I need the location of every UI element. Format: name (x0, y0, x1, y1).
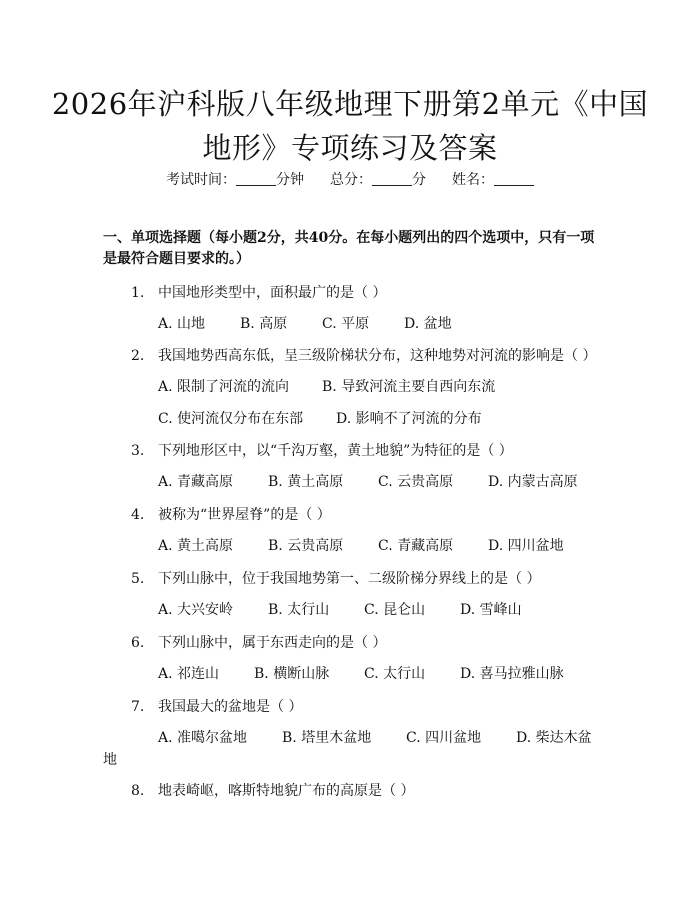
question-text: 中国地形类型中，面积最广的是（ ） (158, 285, 387, 301)
question-text: 被称为“世界屋脊”的是（ ） (158, 507, 331, 523)
option-a: A. 黄土高原 (158, 538, 234, 554)
option-c: C. 太行山 (364, 666, 426, 682)
option-c: C. 青藏高原 (378, 538, 454, 554)
question-text: 地表崎岖，喀斯特地貌广布的高原是（ ） (158, 783, 415, 799)
option-a: A. 大兴安岭 (158, 602, 234, 618)
option-c: C. 云贵高原 (378, 474, 454, 490)
option-b: B. 高原 (240, 316, 288, 332)
name-blank (494, 171, 534, 186)
option-c: C. 平原 (322, 316, 370, 332)
option-b: B. 塔里木盆地 (282, 730, 372, 746)
option-c: C. 使河流仅分布在东部 (158, 411, 304, 427)
question-7-options (158, 728, 592, 748)
question-6: 6. 下列山脉中，属于东西走向的是（ ） (131, 635, 387, 651)
option-a: A. 山地 (158, 316, 206, 332)
option-d: D. 喜马拉雅山脉 (460, 666, 564, 682)
question-4-options (158, 536, 564, 556)
question-5-options (158, 600, 522, 620)
option-d: D. 内蒙古高原 (488, 474, 578, 490)
option-d: D. 柴达木盆 (516, 730, 592, 746)
question-text: 下列地形区中，以“千沟万壑，黄土地貌”为特征的是（ ） (158, 443, 513, 459)
option-d: D. 盆地 (404, 316, 452, 332)
question-2-options-row1 (158, 377, 495, 397)
page-title: 2026年沪科版八年级地理下册第2单元《中国地形》专项练习及答案 (51, 87, 649, 165)
option-b: B. 黄土高原 (268, 474, 344, 490)
option-b: B. 导致河流主要自西向东流 (322, 379, 496, 395)
score-label: 总分： (330, 172, 372, 188)
score-unit: 分 (412, 172, 426, 188)
option-d: D. 四川盆地 (488, 538, 564, 554)
option-d: D. 影响不了河流的分布 (336, 411, 482, 427)
option-a: A. 限制了河流的流向 (158, 379, 290, 395)
option-c: C. 四川盆地 (406, 730, 482, 746)
question-text: 我国地势西高东低，呈三级阶梯状分布，这种地势对河流的影响是（ ） (158, 348, 597, 364)
question-8: 8. 地表崎岖，喀斯特地貌广布的高原是（ ） (131, 783, 415, 799)
time-unit: 分钟 (276, 172, 304, 188)
question-2-options-row2 (158, 409, 482, 429)
section-heading: 一、单项选择题（每小题2分，共40分。在每小题列出的四个选项中，只有一项是最符合题目要求的。） (103, 230, 595, 267)
question-5: 5. 下列山脉中，位于我国地势第一、二级阶梯分界线上的是（ ） (131, 571, 541, 587)
question-3: 3. 下列地形区中，以“千沟万壑，黄土地貌”为特征的是（ ） (131, 443, 513, 459)
question-3-options (158, 472, 578, 492)
time-blank (236, 171, 276, 186)
question-text: 我国最大的盆地是（ ） (158, 699, 303, 715)
question-1-options (158, 314, 452, 334)
question-text: 下列山脉中，位于我国地势第一、二级阶梯分界线上的是（ ） (158, 571, 541, 587)
exam-info-line (0, 170, 700, 190)
option-b: B. 横断山脉 (254, 666, 330, 682)
option-b: B. 云贵高原 (268, 538, 344, 554)
question-7: 7. 我国最大的盆地是（ ） (131, 699, 303, 715)
option-d: D. 雪峰山 (460, 602, 522, 618)
option-a: A. 准噶尔盆地 (158, 730, 248, 746)
option-b: B. 太行山 (268, 602, 330, 618)
option-a: A. 青藏高原 (158, 474, 234, 490)
question-4: 4. 被称为“世界屋脊”的是（ ） (131, 507, 331, 523)
name-label: 姓名： (452, 172, 494, 188)
option-c: C. 昆仑山 (364, 602, 426, 618)
question-text: 下列山脉中，属于东西走向的是（ ） (158, 635, 387, 651)
score-blank (372, 171, 412, 186)
option-a: A. 祁连山 (158, 666, 220, 682)
time-label: 考试时间： (166, 172, 236, 188)
question-1: 1. 中国地形类型中，面积最广的是（ ） (131, 285, 387, 301)
question-6-options (158, 664, 564, 684)
question-7-option-d-wrap: 地 (103, 752, 117, 768)
question-2: 2. 我国地势西高东低，呈三级阶梯状分布，这种地势对河流的影响是（ ） (131, 348, 597, 364)
